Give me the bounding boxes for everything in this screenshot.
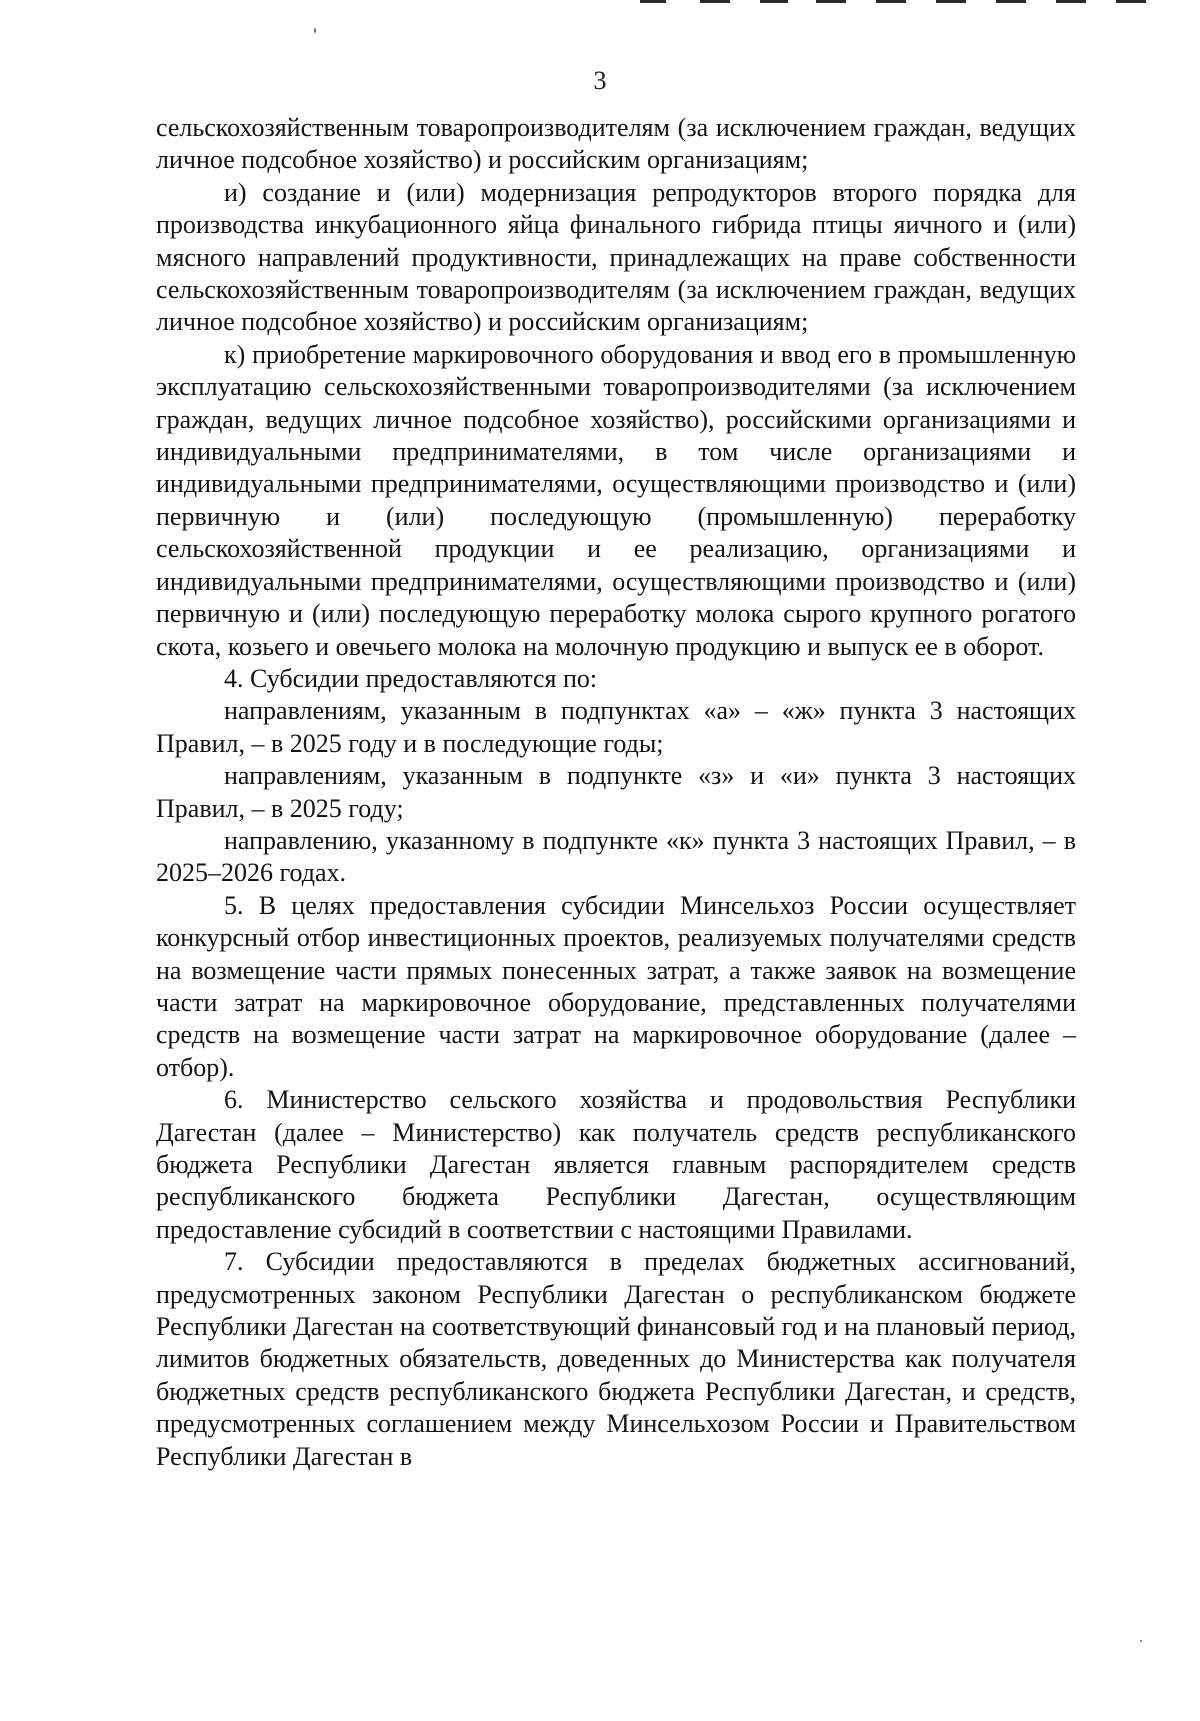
- paragraph-7: 7. Субсидии предоставляются в пределах бюджетных ассигнований, предусмотренных законом Республики Дагестан о республиканском бюджете Республики Дагестан на соответствующий финансовый год и на плановый период, лимитов бюджетных обязательств, доведенных до Министерства как получателя бюджетных средств республиканского бюджета Республики Дагестан, и средств, предусмотренных соглашением между Минсельхозом России и Правительством Республики Дагестан в: [156, 1247, 1076, 1471]
- scan-edge-mark: [996, 0, 1026, 3]
- paragraph-item-k: к) приобретение маркировочного оборудования и ввод его в промышленную эксплуатацию сельскохозяйственными товаропроизводителями (за исключением граждан, ведущих личное подсобное хозяйство), российскими организациями и индивидуальными предпринимателями, в том числе организациями и индивидуальными предпринимателями, осуществляющими производство и (или) первичную и (или) последующую (промышленную) переработку сельскохозяйственной продукции и ее реализацию, организациями и индивидуальными предпринимателями, осуществляющими производство и (или) первичную и (или) последующую переработку молока сырого крупного рогатого скота, козьего и овечьего молока на молочную продукцию и выпуск ее в оборот.: [156, 339, 1076, 661]
- scan-edge-mark: [760, 0, 788, 3]
- paragraph-6: 6. Министерство сельского хозяйства и продовольствия Республики Дагестан (далее – Министерство) как получатель средств республиканского бюджета Республики Дагестан является главным распорядителем средств республиканского бюджета Республики Дагестан, осуществляющим предоставление субсидий в соответствии с настоящими Правилами.: [156, 1085, 1076, 1244]
- scan-edge-mark: [876, 0, 906, 3]
- paragraph-4-directions-a-zh: направлениям, указанным в подпунктах «а» – «ж» пункта 3 настоящих Правил, – в 2025 году и в последующие годы;: [156, 696, 1076, 758]
- scan-edge-mark: [816, 0, 846, 3]
- scan-speck: [1140, 1640, 1142, 1642]
- paragraph-continuation: сельскохозяйственным товаропроизводителям (за исключением граждан, ведущих личное подсобное хозяйство) и российским организациям;: [156, 113, 1076, 175]
- page-number: 3: [593, 66, 607, 95]
- paragraph-4-heading: 4. Субсидии предоставляются по:: [224, 663, 598, 693]
- scan-speck: [314, 28, 316, 33]
- paragraph-5: 5. В целях предоставления субсидии Минсельхоз России осуществляет конкурсный отбор инвестиционных проектов, реализуемых получателями средств на возмещение части прямых понесенных затрат, а также заявок на возмещение части затрат на маркировочное оборудование, представленных получателями средств на возмещение части затрат на маркировочное оборудование (далее – отбор).: [156, 890, 1076, 1082]
- paragraph-item-i: и) создание и (или) модернизация репродукторов второго порядка для производства инкубационного яйца финального гибрида птицы яичного и (или) мясного направлений продуктивности, принадлежащих на праве собственности сельскохозяйственным товаропроизводителям (за исключением граждан, ведущих личное подсобное хозяйство) и российским организациям;: [156, 177, 1076, 337]
- paragraph-4-directions-z-i: направлениям, указанным в подпункте «з» и «и» пункта 3 настоящих Правил, – в 2025 году;: [156, 761, 1076, 823]
- scan-edge-mark: [1056, 0, 1086, 3]
- scan-edge-mark: [1116, 0, 1146, 3]
- scan-edge-mark: [640, 0, 666, 3]
- paragraph-4-direction-k: направлению, указанному в подпункте «к» пункта 3 настоящих Правил, – в 2025–2026 годах.: [156, 825, 1076, 888]
- document-body: [156, 112, 1076, 1473]
- scan-edge-mark: [936, 0, 966, 3]
- scan-edge-mark: [700, 0, 730, 3]
